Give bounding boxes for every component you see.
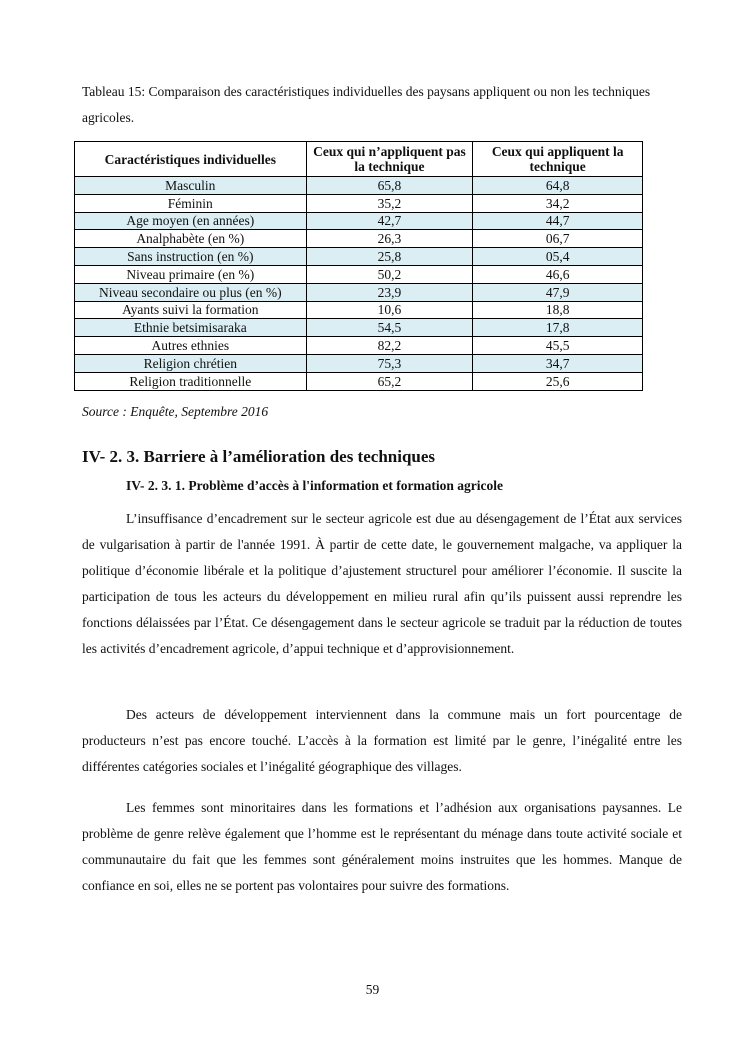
cell-applying: 64,8	[473, 177, 643, 195]
paragraph: Les femmes sont minoritaires dans les formations et l’adhésion aux organisations paysannes. Le problème de genre relève également que l’homme est le représentant du ménage dans toute activité sociale et communautaire du fait que les femmes sont généralement moins instruites que les hommes. Manque de confiance en soi, elles ne se portent pas volontaires pour suivre des formations.	[82, 800, 682, 893]
cell-applying: 47,9	[473, 283, 643, 301]
table-header-row	[75, 142, 643, 177]
cell-not-applying: 82,2	[306, 337, 473, 355]
cell-not-applying: 10,6	[306, 301, 473, 319]
cell-characteristic: Age moyen (en années)	[75, 212, 307, 230]
cell-not-applying: 35,2	[306, 194, 473, 212]
cell-applying: 44,7	[473, 212, 643, 230]
cell-characteristic: Féminin	[75, 194, 307, 212]
table-row	[75, 283, 643, 301]
cell-not-applying: 25,8	[306, 248, 473, 266]
cell-not-applying: 23,9	[306, 283, 473, 301]
cell-characteristic: Sans instruction (en %)	[75, 248, 307, 266]
cell-characteristic: Religion chrétien	[75, 354, 307, 372]
paragraph: Des acteurs de développement interviennent dans la commune mais un fort pourcentage de producteurs n’est pas encore touché. L’accès à la formation est limité par le genre, l’inégalité entre les différentes catégories sociales et l’inégalité géographique des villages.	[82, 707, 682, 774]
cell-characteristic: Analphabète (en %)	[75, 230, 307, 248]
table-caption: Tableau 15: Comparaison des caractéristiques individuelles des paysans appliquent ou non les techniques agricoles.	[82, 84, 651, 125]
cell-characteristic: Niveau secondaire ou plus (en %)	[75, 283, 307, 301]
cell-characteristic: Ethnie betsimisaraka	[75, 319, 307, 337]
cell-characteristic: Niveau primaire (en %)	[75, 265, 307, 283]
table-row	[75, 337, 643, 355]
cell-applying: 17,8	[473, 319, 643, 337]
table-row	[75, 372, 643, 390]
cell-applying: 18,8	[473, 301, 643, 319]
cell-not-applying: 65,2	[306, 372, 473, 390]
characteristics-table	[74, 141, 643, 391]
cell-applying: 34,7	[473, 354, 643, 372]
table-row	[75, 265, 643, 283]
table-row	[75, 194, 643, 212]
cell-characteristic: Ayants suivi la formation	[75, 301, 307, 319]
cell-characteristic: Masculin	[75, 177, 307, 195]
cell-characteristic: Religion traditionnelle	[75, 372, 307, 390]
table-source: Source : Enquête, Septembre 2016	[82, 404, 269, 419]
table-row	[75, 248, 643, 266]
header-characteristics: Caractéristiques individuelles	[75, 142, 307, 177]
cell-applying: 46,6	[473, 265, 643, 283]
cell-not-applying: 54,5	[306, 319, 473, 337]
cell-not-applying: 42,7	[306, 212, 473, 230]
cell-applying: 06,7	[473, 230, 643, 248]
section-title: IV- 2. 3. Barriere à l’amélioration des techniques	[82, 447, 436, 466]
header-not-applying: Ceux qui n’appliquent pas la technique	[306, 142, 473, 177]
paragraph: L’insuffisance d’encadrement sur le secteur agricole est due au désengagement de l’État aux services de vulgarisation à partir de l'année 1991. À partir de cette date, le gouvernement malgache, va appliquer la politique d’économie libérale et la politique d’ajustement structurel pour améliorer l’économie. Il suscite la participation de tous les acteurs du développement en milieu rural afin qu’ils puissent aussi reprendre les fonctions délaissées par l’État. Ce désengagement dans le secteur agricole se traduit par la réduction de toutes les activités d’encadrement agricole, d’appui technique et d’approvisionnement.	[82, 511, 682, 656]
cell-characteristic: Autres ethnies	[75, 337, 307, 355]
cell-not-applying: 75,3	[306, 354, 473, 372]
cell-applying: 45,5	[473, 337, 643, 355]
cell-not-applying: 50,2	[306, 265, 473, 283]
page-number: 59	[365, 982, 380, 997]
cell-applying: 34,2	[473, 194, 643, 212]
table-row	[75, 354, 643, 372]
table-row	[75, 230, 643, 248]
cell-not-applying: 65,8	[306, 177, 473, 195]
table-row	[75, 301, 643, 319]
table-row	[75, 212, 643, 230]
table-row	[75, 177, 643, 195]
cell-not-applying: 26,3	[306, 230, 473, 248]
cell-applying: 25,6	[473, 372, 643, 390]
subsection-title: IV- 2. 3. 1. Problème d’accès à l'information et formation agricole	[126, 478, 504, 493]
header-applying: Ceux qui appliquent la technique	[473, 142, 643, 177]
table-row	[75, 319, 643, 337]
cell-applying: 05,4	[473, 248, 643, 266]
